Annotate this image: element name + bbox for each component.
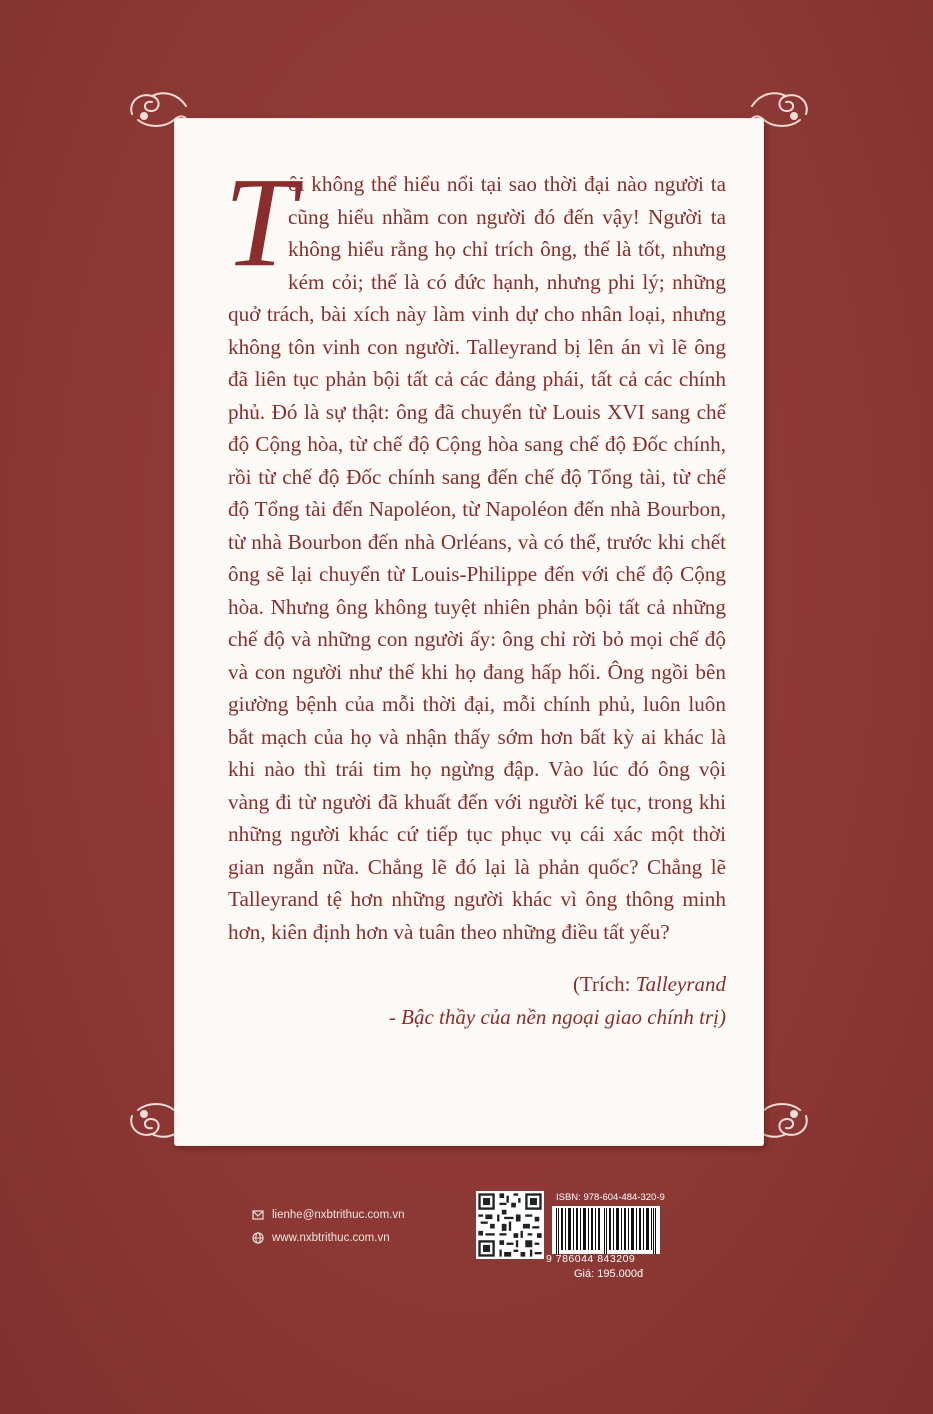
website-text: www.nxbtrithuc.com.vn [272, 1232, 390, 1244]
envelope-icon [252, 1209, 264, 1221]
excerpt-body: ôi không thể hiểu nổi tại sao thời đại nào người ta cũng hiểu nhầm con người đó đến vậy! Người ta không hiểu rằng họ chỉ trích ông, thế là tốt, nhưng kém cỏi; thế là có đức hạnh, nhưng phi lý; những quở trách, bài xích này làm vinh dự cho nhân loại, nhưng không tôn vinh con người. Talleyrand bị lên án vì lẽ ông đã liên tục phản bội tất cả các đảng phái, tất cả các chính phủ. Đó là sự thật: ông đã chuyển từ Louis XVI sang chế độ Cộng hòa, từ chế độ Cộng hòa sang chế độ Đốc chính, rồi từ chế độ Đốc chính sang đến chế độ Tổng tài, từ chế độ Tổng tài đến Napoléon, từ Napoléon đến nhà Bourbon, từ nhà Bourbon đến nhà Orléans, và có thể, trước khi chết ông sẽ lại chuyển từ Louis-Philippe đến với chế độ Cộng hòa. Nhưng ông không tuyệt nhiên phản bội tất cả những chế độ và những con người ấy: ông chỉ rời bỏ mọi chế độ và con người như thế khi họ đang hấp hối. Ông ngồi bên giường bệnh của mỗi thời đại, mỗi chính phủ, luôn luôn bắt mạch của họ và nhận thấy sớm hơn bất kỳ ai khác là khi nào thì trái tim họ ngừng đập. Vào lúc đó ông vội vàng đi từ người đã khuất đến với người kế tục, trong khi những người khác cứ tiếp tục phục vụ cái xác một thời gian ngắn nữa. Chẳng lẽ đó lại là phản quốc? Chẳng lẽ Talleyrand tệ hơn những người khác vì ông thông minh hơn, kiên định hơn và tuân theo những điều tất yếu? [228, 172, 726, 944]
citation-title: Talleyrand [635, 972, 726, 996]
qr-code-image[interactable] [476, 1191, 544, 1259]
citation-line [228, 972, 726, 997]
contact-website[interactable] [252, 1232, 390, 1244]
globe-icon [252, 1232, 264, 1244]
drop-cap: T [224, 151, 296, 293]
barcode-digits: 9 786044 843209 [546, 1253, 636, 1265]
contact-email[interactable] [252, 1209, 405, 1221]
excerpt-passage [224, 151, 726, 948]
citation-subtitle: - Bậc thầy của nền ngoại giao chính trị) [388, 1005, 726, 1029]
email-text: lienhe@nxbtrithuc.com.vn [272, 1209, 405, 1221]
price-label: Giá: 195.000đ [574, 1268, 644, 1280]
barcode-image [552, 1206, 660, 1254]
isbn-label: ISBN: 978-604-484-320-9 [556, 1192, 665, 1203]
citation-prefix: (Trích: [572, 972, 636, 996]
